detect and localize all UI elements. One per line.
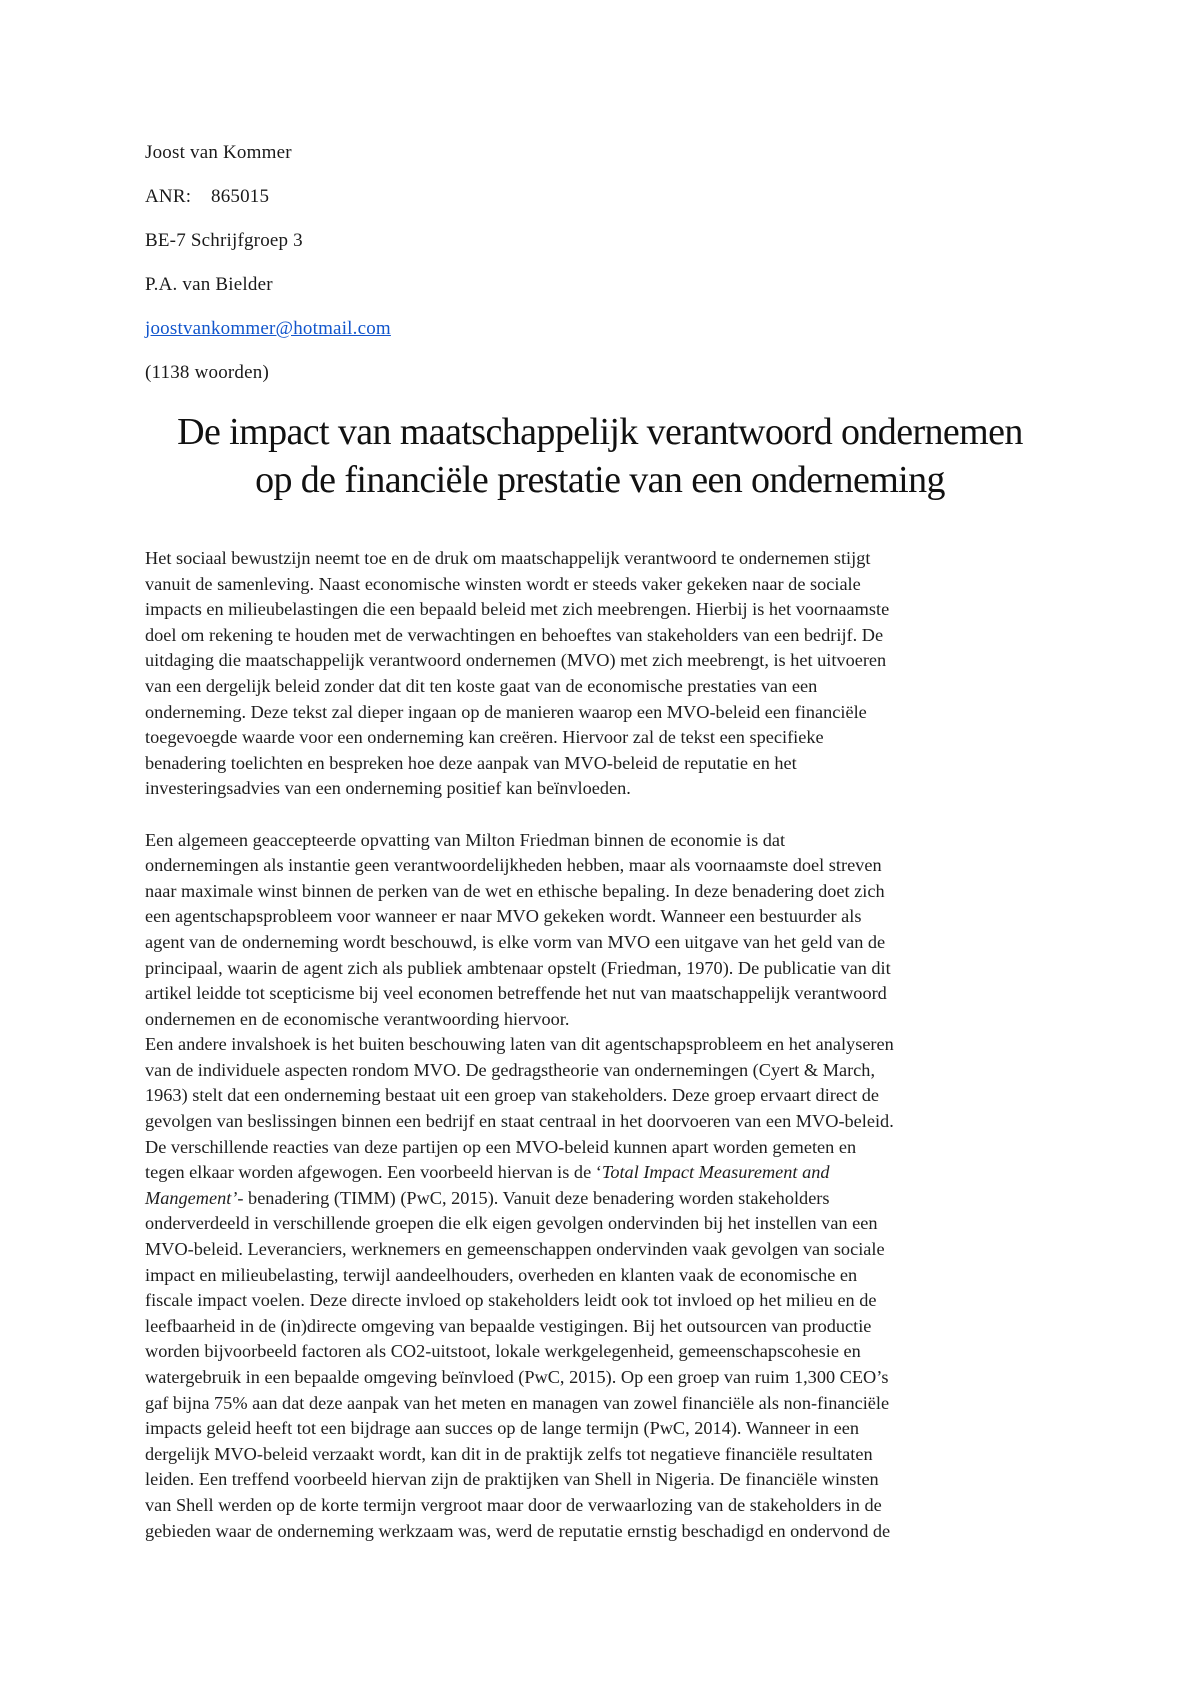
student-number: ANR: 865015 [145, 186, 270, 207]
word-count: (1138 woorden) [145, 362, 269, 383]
text-line: onderneming. Deze tekst zal dieper ingaan op de manieren waarop een MVO-beleid een financiële [145, 701, 867, 722]
document-title [100, 408, 1100, 504]
text-span: - benadering (TIMM) (PwC, 2015). Vanuit deze benadering worden stakeholders [237, 1187, 830, 1208]
text-line: vanuit de samenleving. Naast economische winsten wordt er steeds vaker gekeken naar de sociale [145, 573, 861, 594]
text-line: impact en milieubelasting, terwijl aandeelhouders, overheden en klanten vaak de economische en [145, 1264, 858, 1285]
text-line: MVO-beleid. Leveranciers, werknemers en gemeenschappen ondervinden vaak gevolgen van sociale [145, 1239, 885, 1260]
text-line: leefbaarheid in de (in)directe omgeving van bepaalde vestigingen. Bij het outsourcen van productie [145, 1315, 872, 1336]
text-line: doel om rekening te houden met de verwachtingen en behoeftes van stakeholders van een bedrijf. De [145, 624, 884, 645]
supervisor-name: P.A. van Bielder [145, 274, 273, 295]
writing-group: BE-7 Schrijfgroep 3 [145, 230, 303, 251]
text-line: principaal, waarin de agent zich als publiek ambtenaar opstelt (Friedman, 1970). De publicatie van dit [145, 957, 891, 978]
text-line: watergebruik in een bepaalde omgeving beïnvloed (PwC, 2015). Op een groep van ruim 1,300 CEO’s [145, 1367, 889, 1387]
paragraph-friedman [145, 828, 1065, 1033]
text-line: Het sociaal bewustzijn neemt toe en de druk om maatschappelijk verantwoord te ondernemen stijgt [145, 548, 871, 568]
text-line: artikel leidde tot scepticisme bij veel economen betreffende het nut van maatschappelijk verantwoord [145, 983, 887, 1004]
text-line: een agentschapsprobleem voor wanneer er naar MVO gekeken wordt. Wanneer een bestuurder als [145, 906, 862, 927]
text-line: gaf bijna 75% aan dat deze aanpak van het meten en managen van zowel financiële als non-financiële [145, 1392, 890, 1413]
text-line: toegevoegde waarde voor een onderneming kan creëren. Hiervoor zal de tekst een specifieke [145, 727, 824, 748]
author-header [145, 142, 1045, 406]
title-line-1: De impact van maatschappelijk verantwoord ondernemen [177, 411, 1023, 453]
email-link[interactable]: joostvankommer@hotmail.com [145, 318, 391, 339]
text-line [145, 1186, 1065, 1212]
author-name: Joost van Kommer [145, 142, 292, 163]
text-line: dergelijk MVO-beleid verzaakt wordt, kan dit in de praktijk zelfs tot negatieve financiële resultaten [145, 1443, 873, 1464]
paragraph-introduction [145, 546, 1065, 802]
paragraph-spacer [145, 802, 1065, 828]
italic-term: Mangement’ [145, 1187, 238, 1208]
document-body [145, 546, 1065, 1544]
text-line: agent van de onderneming wordt beschouwd, is elke vorm van MVO een uitgave van het geld van de [145, 931, 886, 952]
text-line: fiscale impact voelen. Deze directe invloed op stakeholders leidt ook tot invloed op het milieu en de [145, 1290, 877, 1311]
text-line: leiden. Een treffend voorbeeld hiervan zijn de praktijken van Shell in Nigeria. De financiële winsten [145, 1469, 879, 1490]
text-line: worden bijvoorbeeld factoren als CO2-uitstoot, lokale werkgelegenheid, gemeenschapscohesie en [145, 1341, 861, 1362]
text-line: investeringsadvies van een onderneming positief kan beïnvloeden. [145, 778, 631, 799]
text-line: van een dergelijk beleid zonder dat dit ten koste gaat van de economische prestaties van een [145, 675, 818, 696]
text-line: naar maximale winst binnen de perken van de wet en ethische bepaling. In deze benadering doet zich [145, 880, 885, 901]
italic-term: Total Impact Measurement and [601, 1162, 830, 1183]
text-line: Een algemeen geaccepteerde opvatting van Milton Friedman binnen de economie is dat [145, 829, 786, 850]
text-line: benadering toelichten en bespreken hoe deze aanpak van MVO-beleid de reputatie en het [145, 752, 797, 773]
text-line: De verschillende reacties van deze partijen op een MVO-beleid kunnen apart worden gemeten en [145, 1136, 857, 1157]
text-line: van Shell werden op de korte termijn vergroot maar door de verwaarlozing van de stakeholders in de [145, 1494, 882, 1515]
paragraph-stakeholders [145, 1032, 1065, 1544]
text-line: uitdaging die maatschappelijk verantwoord ondernemen (MVO) met zich meebrengt, is het uitvoeren [145, 650, 887, 671]
text-line: van de individuele aspecten rondom MVO. De gedragstheorie van ondernemingen (Cyert & March, [145, 1059, 876, 1080]
text-line: 1963) stelt dat een onderneming bestaat uit een groep van stakeholders. Deze groep ervaart direct de [145, 1085, 879, 1106]
text-line: impacts en milieubelastingen die een bepaald beleid met zich meebrengen. Hierbij is het voornaamste [145, 599, 890, 620]
text-line: gebieden waar de onderneming werkzaam was, werd de reputatie ernstig beschadigd en ondervond de [145, 1520, 891, 1541]
text-line: impacts geleid heeft tot een bijdrage aan succes op de lange termijn (PwC, 2014). Wanneer in een [145, 1418, 859, 1439]
title-line-2: op de financiële prestatie van een onderneming [255, 459, 945, 501]
text-line: onderverdeeld in verschillende groepen die elk eigen gevolgen ondervinden bij het instellen van een [145, 1213, 878, 1234]
text-line: gevolgen van beslissingen binnen een bedrijf en staat centraal in het doorvoeren van een MVO-beleid. [145, 1111, 894, 1132]
text-line: ondernemingen als instantie geen verantwoordelijkheden hebben, maar als voornaamste doel streven [145, 855, 882, 876]
text-line: ondernemen en de economische verantwoording hiervoor. [145, 1008, 570, 1029]
text-line [145, 1160, 1065, 1186]
text-span: tegen elkaar worden afgewogen. Een voorbeeld hiervan is de ‘ [145, 1162, 602, 1183]
text-line: Een andere invalshoek is het buiten beschouwing laten van dit agentschapsprobleem en het analyseren [145, 1034, 894, 1055]
